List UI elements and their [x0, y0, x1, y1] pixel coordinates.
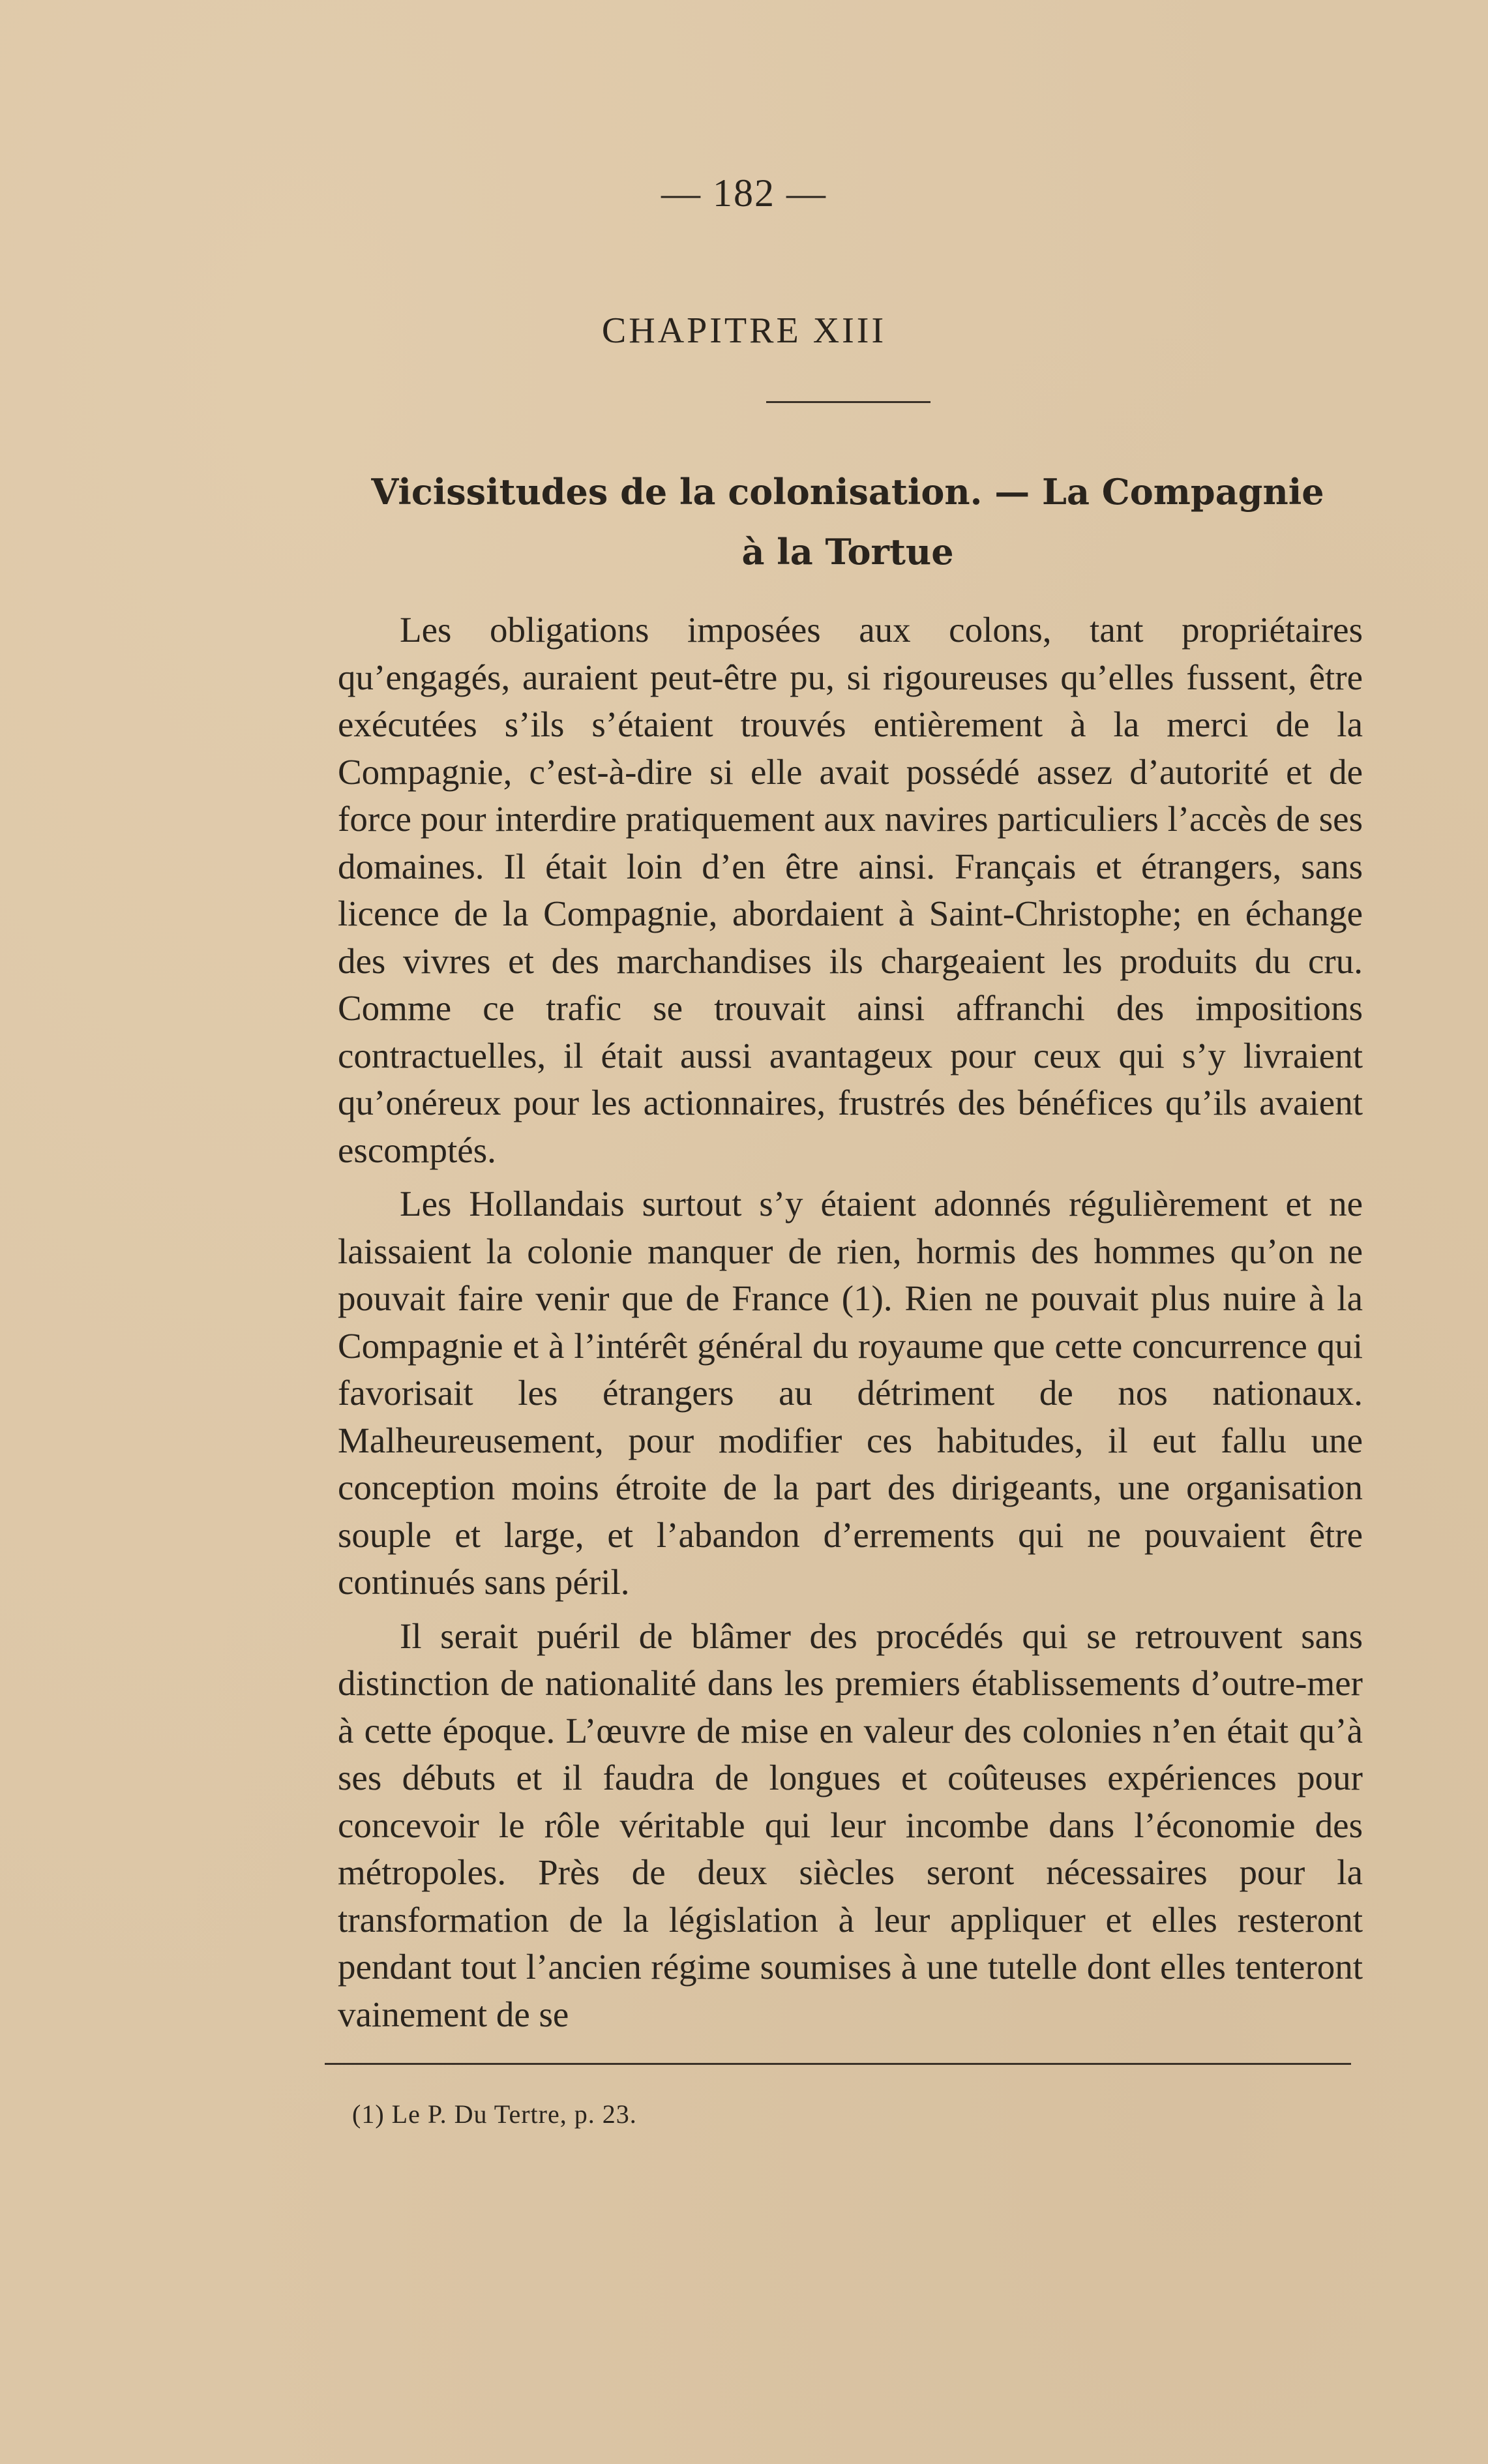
paragraph: Il serait puéril de blâmer des procédés qui se retrouvent sans distinction de nationalité dans les premiers établissements d’outre-mer à cette époque. L’œuvre de mise en valeur des colonies n’en était qu’à ses débuts et il faudra de longues et coûteuses expériences pour concevoir le rôle véritable qui leur incombe dans l’économie des métropoles. Près de deux siècles seront nécessaires pour la transformation de la législation à leur appliquer et elles resteront pendant tout l’ancien régime soumises à une tutelle dont elles tenteront vainement de se	[338, 1615, 1363, 2034]
footnote-divider	[325, 2063, 1351, 2065]
chapter-heading: CHAPITRE XIII	[601, 310, 887, 351]
section-title-line-1: Vicissitudes de la colonisation. — La Compagnie	[371, 471, 1324, 513]
body-text	[338, 607, 1363, 2045]
footnote: (1) Le P. Du Tertre, p. 23.	[352, 2099, 637, 2129]
page-number: — 182 —	[661, 172, 827, 215]
paragraph: Les obligations imposées aux colons, tant propriétaires qu’engagés, auraient peut-être pu, si rigoureuses qu’elles fussent, être exécutées s’ils s’étaient trouvés entièrement à la merci de la Compagnie, c’est-à-dire si elle avait possédé assez d’autorité et de force pour interdire pratiquement aux navires particuliers l’accès de ses domaines. Il était loin d’en être ainsi. Français et étrangers, sans licence de la Compagnie, abordaient à Saint-Christophe; en échange des vivres et des marchandises ils chargeaient les produits du cru. Comme ce trafic se trouvait ainsi affranchi des impositions contractuelles, il était aussi avantageux pour ceux qui s’y livraient qu’onéreux pour les actionnaires, frustrés des bénéfices qu’ils avaient escomptés.	[338, 610, 1363, 1170]
section-title-line-2: à la Tortue	[741, 531, 954, 573]
paragraph: Les Hollandais surtout s’y étaient adonnés régulièrement et ne laissaient la colonie manquer de rien, hormis des hommes qu’on ne pouvait faire venir que de France (1). Rien ne pouvait plus nuire à la Compagnie et à l’intérêt général du royaume que cette concurrence qui favorisait les étrangers au détriment de nos nationaux. Malheureusement, pour modifier ces habitudes, il eut fallu une conception moins étroite de la part des dirigeants, une organisation souple et large, et l’abandon d’errements qui ne pouvaient être continués sans péril.	[338, 1184, 1363, 1602]
section-title	[339, 462, 1356, 582]
chapter-divider	[766, 401, 930, 403]
